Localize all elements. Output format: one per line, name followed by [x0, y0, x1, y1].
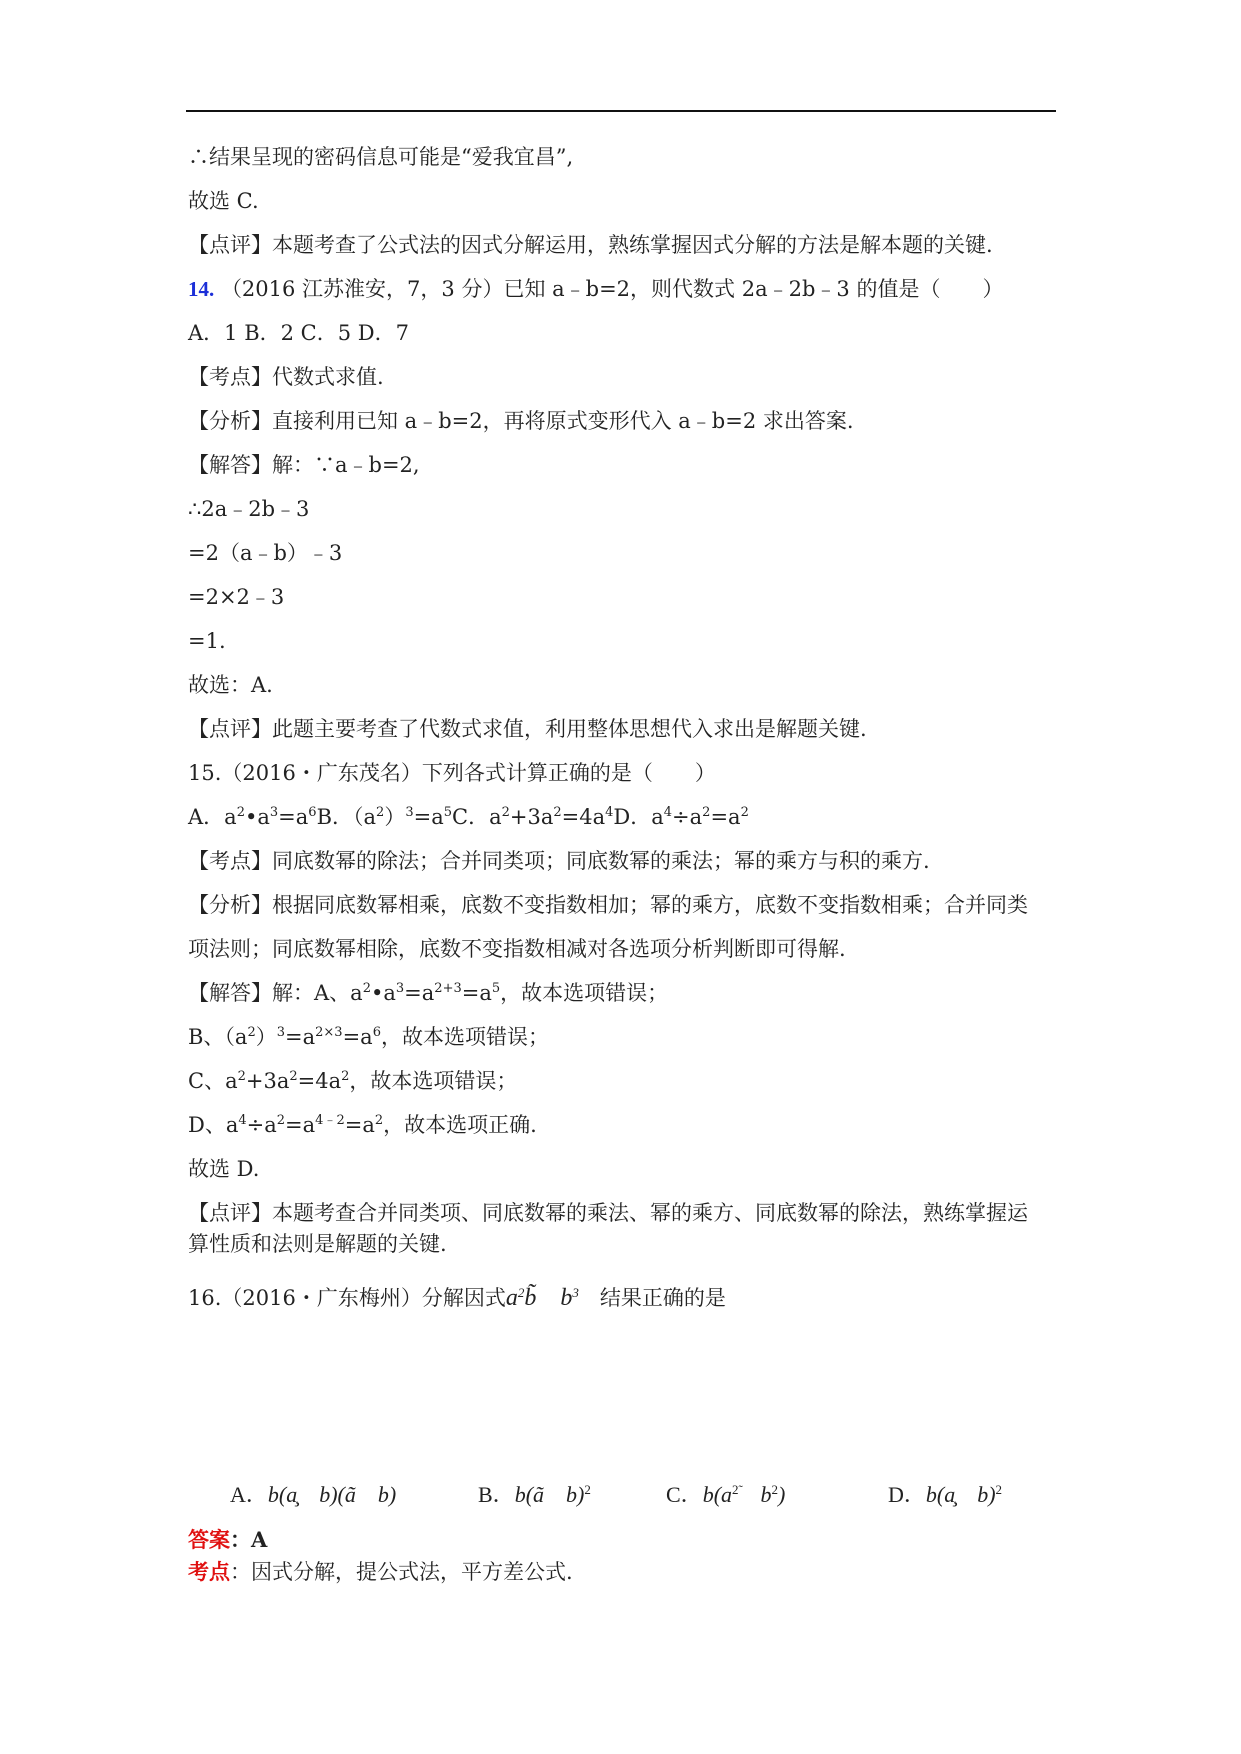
question-14-title: [188, 275, 1003, 303]
kaodian-label: 考点: [188, 1559, 230, 1584]
solution-step: =2（a﹣b）﹣3: [188, 541, 343, 565]
factor-expression: $a^2b̃$ $b^3$: [505, 1285, 579, 1311]
answer-label: 答案: [188, 1527, 230, 1552]
question-text: （2016 江苏淮安，7，3 分）已知 a﹣b=2，则代数式 2a﹣2b﹣3 的值是（ ）: [220, 277, 1004, 301]
question-number: 14.: [188, 277, 215, 301]
option-c: C．$b(a^{2̃}$ $b^2$): [666, 1482, 786, 1507]
fenxi-line: 【分析】根据同底数幂相乘，底数不变指数相加；幂的乘方，底数不变指数相乘；合并同类: [188, 893, 1028, 917]
answer-line: 答案：A: [188, 1527, 268, 1552]
header-rule: [186, 110, 1056, 112]
comment-line: 【点评】本题考查合并同类项、同底数幂的乘法、幂的乘方、同底数幂的除法，熟练掌握运: [188, 1201, 1028, 1225]
solution-step: =1.: [188, 629, 226, 653]
solution-step: D、$a^4\div a^2=a^{4﹣2}=a^2$，故本选项正确.: [188, 1113, 537, 1137]
kaodian-line: 考点：因式分解，提公式法，平方差公式.: [188, 1559, 573, 1584]
question-14-options: A．1 B．2 C．5 D．7: [188, 321, 409, 345]
jieda-line: 【解答】解：∵a﹣b=2,: [188, 453, 420, 477]
solution-step: C、$a^2+3a^2=4a^2$，故本选项错误；: [188, 1069, 518, 1093]
comment-line: 【点评】本题考查了公式法的因式分解运用，熟练掌握因式分解的方法是解本题的关键.: [188, 233, 993, 257]
text-line: ∴结果呈现的密码信息可能是“爱我宜昌”,: [188, 145, 574, 169]
solution-step: ∴2a﹣2b﹣3: [188, 497, 310, 521]
solution-step: =2×2﹣3: [188, 585, 285, 609]
kaodian-line: 【考点】代数式求值.: [188, 365, 384, 389]
option-a: A．b(a̧ b)(ã b): [230, 1482, 397, 1507]
option-d: D．b(a̧ b)$^2$: [888, 1482, 1003, 1507]
comment-line: 算性质和法则是解题的关键.: [188, 1232, 447, 1256]
question-16-title: 16.（2016・广东梅州）分解因式$a^2b̃$ $b^3$ 结果正确的是: [188, 1285, 726, 1311]
jieda-line: 【解答】解：A、$a^2•a^3=a^{2+3}=a^5$，故本选项错误；: [188, 981, 669, 1005]
question-15-options: A．$a^2•a^3=a^6B$．$(a^2)^3=a^5C$．$a^2+3a^2=4a^4D$．$a^4\div a^2=a^2$: [188, 805, 749, 829]
fenxi-line: 【分析】直接利用已知 a﹣b=2，再将原式变形代入 a﹣b=2 求出答案.: [188, 409, 854, 433]
fenxi-line: 项法则；同底数幂相除，底数不变指数相减对各选项分析判断即可得解.: [188, 937, 846, 961]
text-line: 故选 C.: [188, 189, 259, 213]
kaodian-line: 【考点】同底数幂的除法；合并同类项；同底数幂的乘法；幂的乘方与积的乘方.: [188, 849, 930, 873]
answer-choice: 故选：A.: [188, 673, 273, 697]
solution-step: B、$(a^2)^3=a^{2\times 3}=a^6$，故本选项错误；: [188, 1025, 549, 1049]
comment-line: 【点评】此题主要考查了代数式求值，利用整体思想代入求出是解题关键.: [188, 717, 867, 741]
option-b: B．b(ã b)$^2$: [478, 1482, 591, 1507]
answer-choice: 故选 D.: [188, 1157, 260, 1181]
question-15-title: 15.（2016・广东茂名）下列各式计算正确的是（ ）: [188, 761, 716, 785]
